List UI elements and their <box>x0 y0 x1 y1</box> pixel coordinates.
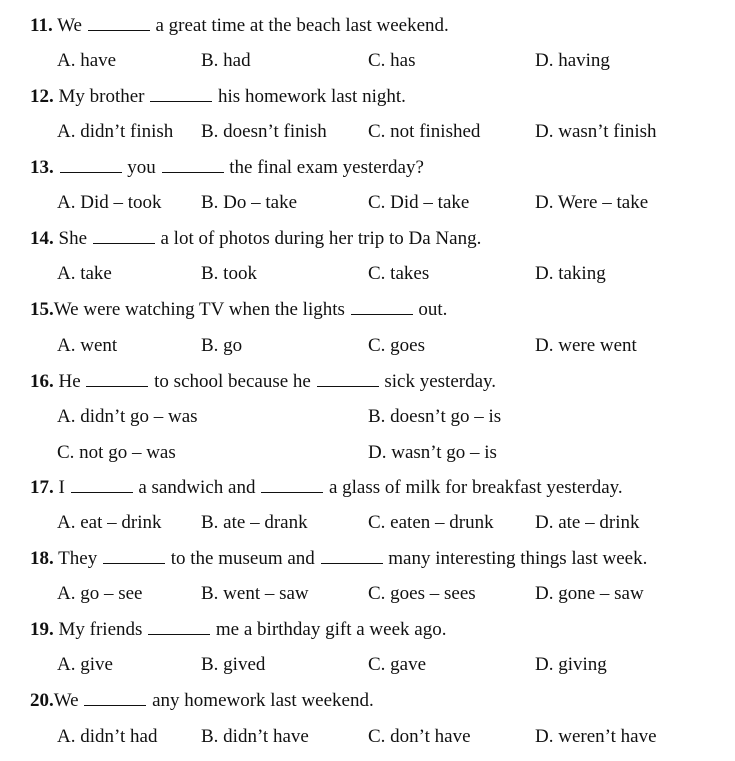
question-20 <box>30 688 735 714</box>
question-text: to the museum and <box>170 548 315 569</box>
option-c[interactable]: C. Did – take <box>368 192 470 213</box>
question-number: 18. <box>30 548 54 569</box>
option-b[interactable]: B. Do – take <box>201 192 298 213</box>
option-b[interactable]: B. gived <box>201 654 266 675</box>
question-number: 14. <box>30 228 54 249</box>
option-a[interactable]: A. go – see <box>57 583 143 604</box>
question-number: 12. <box>30 86 54 107</box>
question-text: to school because he <box>154 371 311 392</box>
question-text: a sandwich and <box>138 477 256 498</box>
answer-blank[interactable] <box>88 13 150 31</box>
option-b[interactable]: B. went – saw <box>201 583 309 604</box>
question-number: 11. <box>30 15 53 36</box>
question-text: you <box>127 157 156 178</box>
question-text: many interesting things last week. <box>388 548 648 569</box>
question-text: out. <box>418 299 448 320</box>
question-text: We were watching TV when the lights <box>53 299 345 320</box>
answer-blank[interactable] <box>162 155 224 173</box>
option-a[interactable]: A. didn’t had <box>57 726 158 747</box>
question-text: They <box>58 548 98 569</box>
option-c[interactable]: C. takes <box>368 263 430 284</box>
question-11 <box>30 13 735 39</box>
options-16-row-2 <box>0 440 735 466</box>
question-14 <box>30 226 735 252</box>
option-a[interactable]: A. give <box>57 654 113 675</box>
answer-blank[interactable] <box>150 84 212 102</box>
option-d[interactable]: D. ate – drink <box>535 512 640 533</box>
option-a[interactable]: A. take <box>57 263 112 284</box>
option-d[interactable]: D. gone – saw <box>535 583 644 604</box>
options-16-row-1 <box>0 404 735 430</box>
question-number: 16. <box>30 371 54 392</box>
option-d[interactable]: D. wasn’t finish <box>535 121 657 142</box>
option-c[interactable]: C. eaten – drunk <box>368 512 494 533</box>
question-text: I <box>58 477 65 498</box>
answer-blank[interactable] <box>261 475 323 493</box>
question-text: a lot of photos during her trip to Da Nang. <box>160 228 482 249</box>
option-a[interactable]: A. didn’t go – was <box>57 406 198 427</box>
answer-blank[interactable] <box>86 369 148 387</box>
options-11 <box>0 48 735 74</box>
option-d[interactable]: D. taking <box>535 263 606 284</box>
option-d[interactable]: D. Were – take <box>535 192 649 213</box>
answer-blank[interactable] <box>60 155 122 173</box>
question-text: any homework last weekend. <box>152 690 374 711</box>
answer-blank[interactable] <box>84 688 146 706</box>
question-number: 20. <box>30 690 54 711</box>
option-b[interactable]: B. doesn’t go – is <box>368 406 502 427</box>
question-19 <box>30 617 735 643</box>
option-c[interactable]: C. gave <box>368 654 427 675</box>
option-d[interactable]: D. weren’t have <box>535 726 657 747</box>
answer-blank[interactable] <box>71 475 133 493</box>
answer-blank[interactable] <box>351 297 413 315</box>
question-text: the final exam yesterday? <box>229 157 424 178</box>
option-c[interactable]: C. goes – sees <box>368 583 476 604</box>
answer-blank[interactable] <box>103 546 165 564</box>
option-b[interactable]: B. took <box>201 263 257 284</box>
answer-blank[interactable] <box>148 617 210 635</box>
question-15 <box>30 297 735 323</box>
option-c[interactable]: C. not finished <box>368 121 481 142</box>
question-12 <box>30 84 735 110</box>
option-c[interactable]: C. has <box>368 50 416 71</box>
option-b[interactable]: B. go <box>201 335 243 356</box>
options-18 <box>0 581 735 607</box>
question-text: We <box>53 690 79 711</box>
question-number: 15. <box>30 299 54 320</box>
option-b[interactable]: B. didn’t have <box>201 726 309 747</box>
answer-blank[interactable] <box>321 546 383 564</box>
option-d[interactable]: D. having <box>535 50 610 71</box>
question-text: We <box>57 15 82 36</box>
question-text: his homework last night. <box>218 86 406 107</box>
option-c[interactable]: C. don’t have <box>368 726 471 747</box>
question-text: My friends <box>58 619 143 640</box>
question-text: He <box>58 371 81 392</box>
option-d[interactable]: D. wasn’t go – is <box>368 442 497 463</box>
question-text: a great time at the beach last weekend. <box>155 15 449 36</box>
option-b[interactable]: B. had <box>201 50 251 71</box>
options-17 <box>0 510 735 536</box>
options-14 <box>0 261 735 287</box>
option-c[interactable]: C. not go – was <box>57 442 176 463</box>
answer-blank[interactable] <box>317 369 379 387</box>
question-text: She <box>58 228 87 249</box>
question-17 <box>30 475 735 501</box>
options-15 <box>0 333 735 359</box>
question-text: me a birthday gift a week ago. <box>215 619 447 640</box>
options-19 <box>0 652 735 678</box>
option-d[interactable]: D. giving <box>535 654 607 675</box>
answer-blank[interactable] <box>93 226 155 244</box>
option-a[interactable]: A. have <box>57 50 117 71</box>
question-number: 13. <box>30 157 54 178</box>
options-12 <box>0 119 735 145</box>
question-16 <box>30 369 735 395</box>
question-text: My brother <box>58 86 145 107</box>
options-20 <box>0 724 735 750</box>
options-13 <box>0 190 735 216</box>
option-b[interactable]: B. ate – drank <box>201 512 308 533</box>
question-number: 17. <box>30 477 54 498</box>
question-text: sick yesterday. <box>384 371 497 392</box>
option-c[interactable]: C. goes <box>368 335 425 356</box>
option-a[interactable]: A. eat – drink <box>57 512 162 533</box>
option-a[interactable]: A. went <box>57 335 118 356</box>
option-a[interactable]: A. Did – took <box>57 192 162 213</box>
question-text: a glass of milk for breakfast yesterday. <box>328 477 623 498</box>
question-number: 19. <box>30 619 54 640</box>
option-d[interactable]: D. were went <box>535 335 637 356</box>
question-18 <box>30 546 735 572</box>
option-b[interactable]: B. doesn’t finish <box>201 121 327 142</box>
question-13 <box>30 155 735 181</box>
option-a[interactable]: A. didn’t finish <box>57 121 174 142</box>
